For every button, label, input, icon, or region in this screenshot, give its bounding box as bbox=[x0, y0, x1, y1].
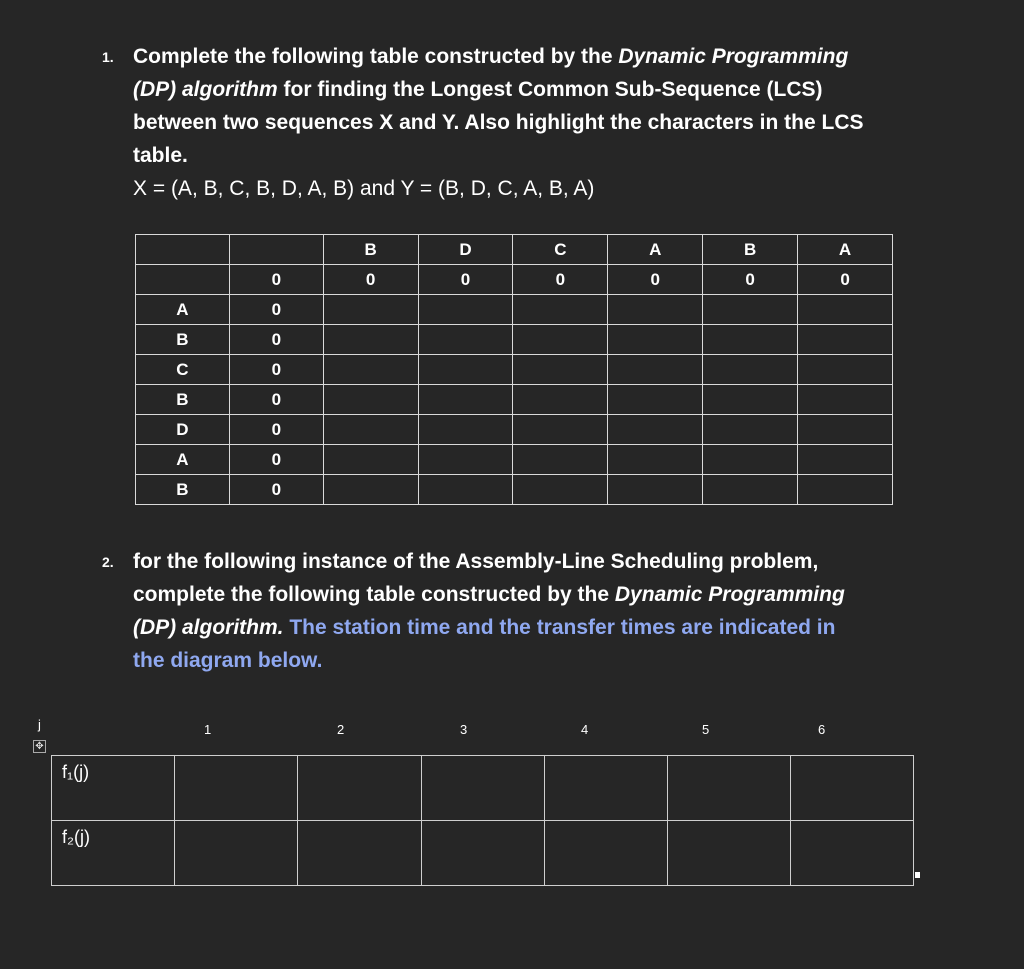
lcs-cell[interactable] bbox=[323, 445, 418, 475]
lcs-zero-cell: 0 bbox=[608, 265, 703, 295]
lcs-cell[interactable] bbox=[513, 295, 608, 325]
assembly-cell[interactable] bbox=[298, 756, 421, 821]
assembly-cell[interactable] bbox=[175, 756, 298, 821]
lcs-cell[interactable] bbox=[798, 355, 893, 385]
lcs-cell[interactable] bbox=[136, 265, 230, 295]
column-header-1: 1 bbox=[204, 722, 212, 737]
column-header-6: 6 bbox=[818, 722, 826, 737]
lcs-zero-cell: 0 bbox=[798, 265, 893, 295]
j-label: j bbox=[38, 717, 41, 732]
row-label-f2: f₂(j) bbox=[52, 821, 175, 886]
lcs-x-header: A bbox=[136, 295, 230, 325]
lcs-cell[interactable] bbox=[323, 355, 418, 385]
lcs-cell[interactable] bbox=[608, 355, 703, 385]
question-2-number: 2. bbox=[102, 554, 114, 570]
lcs-zero-cell: 0 bbox=[323, 265, 418, 295]
lcs-cell[interactable] bbox=[798, 325, 893, 355]
lcs-cell[interactable] bbox=[418, 475, 513, 505]
lcs-x-header: C bbox=[136, 355, 230, 385]
lcs-zero-cell: 0 bbox=[229, 415, 323, 445]
question-1-line-2: (DP) algorithm for finding the Longest Common Sub-Sequence (LCS) bbox=[133, 78, 823, 101]
lcs-cell[interactable] bbox=[608, 325, 703, 355]
lcs-zero-cell: 0 bbox=[229, 385, 323, 415]
lcs-cell[interactable] bbox=[323, 385, 418, 415]
lcs-zero-cell: 0 bbox=[229, 295, 323, 325]
lcs-y-header: A bbox=[608, 235, 703, 265]
lcs-x-header: A bbox=[136, 445, 230, 475]
lcs-cell[interactable] bbox=[703, 415, 798, 445]
lcs-row bbox=[136, 415, 893, 445]
column-header-4: 4 bbox=[581, 722, 589, 737]
assembly-cell[interactable] bbox=[544, 756, 667, 821]
lcs-header-row bbox=[136, 235, 893, 265]
lcs-row bbox=[136, 385, 893, 415]
lcs-y-header: D bbox=[418, 235, 513, 265]
lcs-cell[interactable] bbox=[513, 475, 608, 505]
lcs-cell[interactable] bbox=[229, 235, 323, 265]
assembly-row-f1 bbox=[52, 756, 914, 821]
lcs-zero-cell: 0 bbox=[229, 265, 323, 295]
lcs-zero-cell: 0 bbox=[229, 355, 323, 385]
lcs-cell[interactable] bbox=[703, 475, 798, 505]
table-resize-handle[interactable] bbox=[915, 872, 920, 878]
lcs-cell[interactable] bbox=[418, 415, 513, 445]
lcs-cell[interactable] bbox=[608, 445, 703, 475]
lcs-cell[interactable] bbox=[418, 445, 513, 475]
lcs-cell[interactable] bbox=[323, 415, 418, 445]
lcs-row bbox=[136, 355, 893, 385]
lcs-cell[interactable] bbox=[703, 445, 798, 475]
lcs-cell[interactable] bbox=[703, 355, 798, 385]
lcs-x-header: D bbox=[136, 415, 230, 445]
question-1-line-4: table. bbox=[133, 144, 188, 167]
lcs-cell[interactable] bbox=[703, 385, 798, 415]
lcs-cell[interactable] bbox=[323, 325, 418, 355]
assembly-cell[interactable] bbox=[298, 821, 421, 886]
lcs-zero-row bbox=[136, 265, 893, 295]
lcs-cell[interactable] bbox=[513, 385, 608, 415]
question-2-line-1: for the following instance of the Assembly-Line Scheduling problem, bbox=[133, 550, 819, 573]
sequences-text: X = (A, B, C, B, D, A, B) and Y = (B, D, C, A, B, A) bbox=[133, 177, 595, 200]
lcs-row bbox=[136, 475, 893, 505]
lcs-cell[interactable] bbox=[703, 295, 798, 325]
lcs-cell[interactable] bbox=[513, 355, 608, 385]
lcs-row bbox=[136, 445, 893, 475]
question-1-line-3: between two sequences X and Y. Also highlight the characters in the LCS bbox=[133, 111, 864, 134]
lcs-cell[interactable] bbox=[608, 295, 703, 325]
table-move-handle-icon[interactable]: ✥ bbox=[33, 740, 46, 753]
assembly-row-f2 bbox=[52, 821, 914, 886]
lcs-cell[interactable] bbox=[418, 355, 513, 385]
lcs-cell[interactable] bbox=[703, 325, 798, 355]
lcs-cell[interactable] bbox=[798, 295, 893, 325]
assembly-cell[interactable] bbox=[421, 821, 544, 886]
lcs-zero-cell: 0 bbox=[229, 325, 323, 355]
lcs-cell[interactable] bbox=[513, 415, 608, 445]
lcs-x-header: B bbox=[136, 325, 230, 355]
lcs-x-header: B bbox=[136, 385, 230, 415]
assembly-cell[interactable] bbox=[667, 821, 790, 886]
lcs-cell[interactable] bbox=[323, 295, 418, 325]
column-header-2: 2 bbox=[337, 722, 345, 737]
assembly-cell[interactable] bbox=[790, 821, 913, 886]
assembly-cell[interactable] bbox=[667, 756, 790, 821]
assembly-cell[interactable] bbox=[175, 821, 298, 886]
question-2-line-4: the diagram below. bbox=[133, 649, 323, 672]
lcs-row bbox=[136, 295, 893, 325]
lcs-cell[interactable] bbox=[323, 475, 418, 505]
assembly-cell[interactable] bbox=[790, 756, 913, 821]
lcs-zero-cell: 0 bbox=[513, 265, 608, 295]
lcs-y-header: A bbox=[798, 235, 893, 265]
lcs-zero-cell: 0 bbox=[229, 445, 323, 475]
lcs-cell[interactable] bbox=[418, 295, 513, 325]
lcs-cell[interactable] bbox=[513, 445, 608, 475]
lcs-table bbox=[135, 234, 893, 505]
lcs-cell[interactable] bbox=[513, 325, 608, 355]
lcs-y-header: B bbox=[323, 235, 418, 265]
lcs-cell[interactable] bbox=[418, 385, 513, 415]
lcs-cell[interactable] bbox=[798, 415, 893, 445]
question-2-line-3: (DP) algorithm. The station time and the transfer times are indicated in bbox=[133, 616, 836, 639]
question-1-line-1: Complete the following table constructed by the Dynamic Programming bbox=[133, 45, 849, 68]
question-1-number: 1. bbox=[102, 49, 114, 65]
lcs-cell[interactable] bbox=[798, 385, 893, 415]
assembly-table bbox=[51, 755, 914, 886]
lcs-cell[interactable] bbox=[798, 475, 893, 505]
row-label-f1: f₁(j) bbox=[52, 756, 175, 821]
lcs-cell[interactable] bbox=[608, 415, 703, 445]
lcs-zero-cell: 0 bbox=[418, 265, 513, 295]
column-header-5: 5 bbox=[702, 722, 710, 737]
column-header-3: 3 bbox=[460, 722, 468, 737]
lcs-zero-cell: 0 bbox=[703, 265, 798, 295]
question-2-line-2: complete the following table constructed by the Dynamic Programming bbox=[133, 583, 845, 606]
lcs-y-header: B bbox=[703, 235, 798, 265]
lcs-y-header: C bbox=[513, 235, 608, 265]
lcs-cell[interactable] bbox=[136, 235, 230, 265]
assembly-cell[interactable] bbox=[544, 821, 667, 886]
assembly-cell[interactable] bbox=[421, 756, 544, 821]
lcs-row bbox=[136, 325, 893, 355]
lcs-cell[interactable] bbox=[798, 445, 893, 475]
lcs-x-header: B bbox=[136, 475, 230, 505]
lcs-zero-cell: 0 bbox=[229, 475, 323, 505]
lcs-cell[interactable] bbox=[418, 325, 513, 355]
lcs-cell[interactable] bbox=[608, 385, 703, 415]
lcs-cell[interactable] bbox=[608, 475, 703, 505]
